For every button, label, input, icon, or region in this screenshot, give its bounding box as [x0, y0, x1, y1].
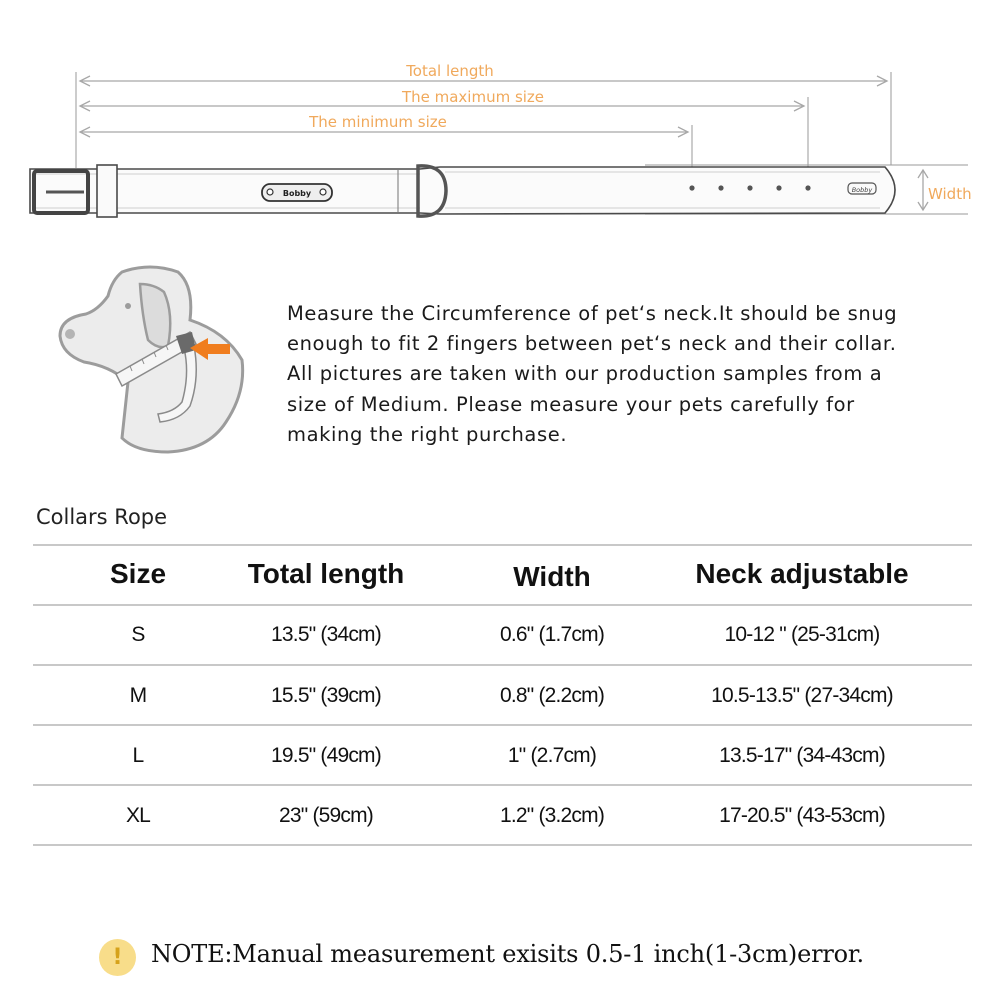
measurement-instructions — [287, 299, 967, 450]
cell-width: 1" (2.7cm) — [507, 744, 597, 767]
cell-width: 1.2" (3.2cm) — [499, 804, 605, 827]
instruction-line: making the right purchase. — [287, 422, 568, 446]
table-title: Collars Rope — [36, 505, 168, 529]
cell-neck-adjustable: 10-12 " (25-31cm) — [724, 623, 880, 646]
instruction-line: All pictures are taken with our production samples from a — [287, 362, 883, 386]
cell-size: XL — [125, 804, 151, 827]
warning-icon: ! — [99, 939, 136, 976]
cell-width: 0.6" (1.7cm) — [499, 623, 605, 646]
cell-total-length: 15.5" (39cm) — [271, 684, 381, 707]
note-text: NOTE:Manual measurement exisits 0.5-1 inch(1-3cm)error. — [151, 940, 864, 968]
collar-strap — [30, 165, 895, 217]
header-total-length: Total length — [247, 558, 405, 589]
cell-width: 0.8" (2.2cm) — [499, 684, 605, 707]
header-neck-adjustable: Neck adjustable — [695, 558, 909, 589]
header-width: Width — [513, 561, 591, 592]
cell-size: L — [132, 744, 144, 767]
cell-neck-adjustable: 13.5-17" (34-43cm) — [719, 744, 885, 767]
cell-total-length: 23" (59cm) — [279, 804, 373, 827]
brand-plate-text: Bobby — [282, 189, 312, 198]
minimum-size-label: The minimum size — [309, 113, 447, 131]
cell-size: S — [131, 623, 145, 646]
table-divider — [33, 784, 972, 786]
cell-total-length: 19.5" (49cm) — [271, 744, 381, 767]
maximum-size-label: The maximum size — [401, 88, 545, 106]
collar-diagram — [0, 0, 1000, 240]
tip-mark — [848, 183, 876, 194]
cell-size: M — [129, 684, 147, 707]
instruction-line: Measure the Circumference of pet‘s neck.It should be snug — [287, 302, 898, 325]
instruction-line: size of Medium. Please measure your pets carefully for — [287, 392, 855, 416]
brand-plate — [262, 184, 332, 201]
table-divider — [33, 664, 972, 666]
instruction-line: enough to fit 2 fingers between pet‘s neck and their collar. — [287, 332, 897, 356]
cell-neck-adjustable: 17-20.5" (43-53cm) — [719, 804, 885, 827]
header-size: Size — [109, 558, 167, 589]
total-length-label: Total length — [406, 62, 494, 80]
tip-mark-text: Bobby — [851, 186, 873, 194]
keeper-loop — [97, 165, 117, 217]
cell-total-length: 13.5" (34cm) — [271, 623, 381, 646]
table-divider — [33, 724, 972, 726]
table-divider — [33, 604, 972, 606]
table-divider — [33, 844, 972, 846]
cell-neck-adjustable: 10.5-13.5" (27-34cm) — [711, 684, 893, 707]
width-label: Width — [928, 185, 972, 203]
dog-measurement-icon — [50, 262, 250, 462]
table-divider — [33, 544, 972, 546]
